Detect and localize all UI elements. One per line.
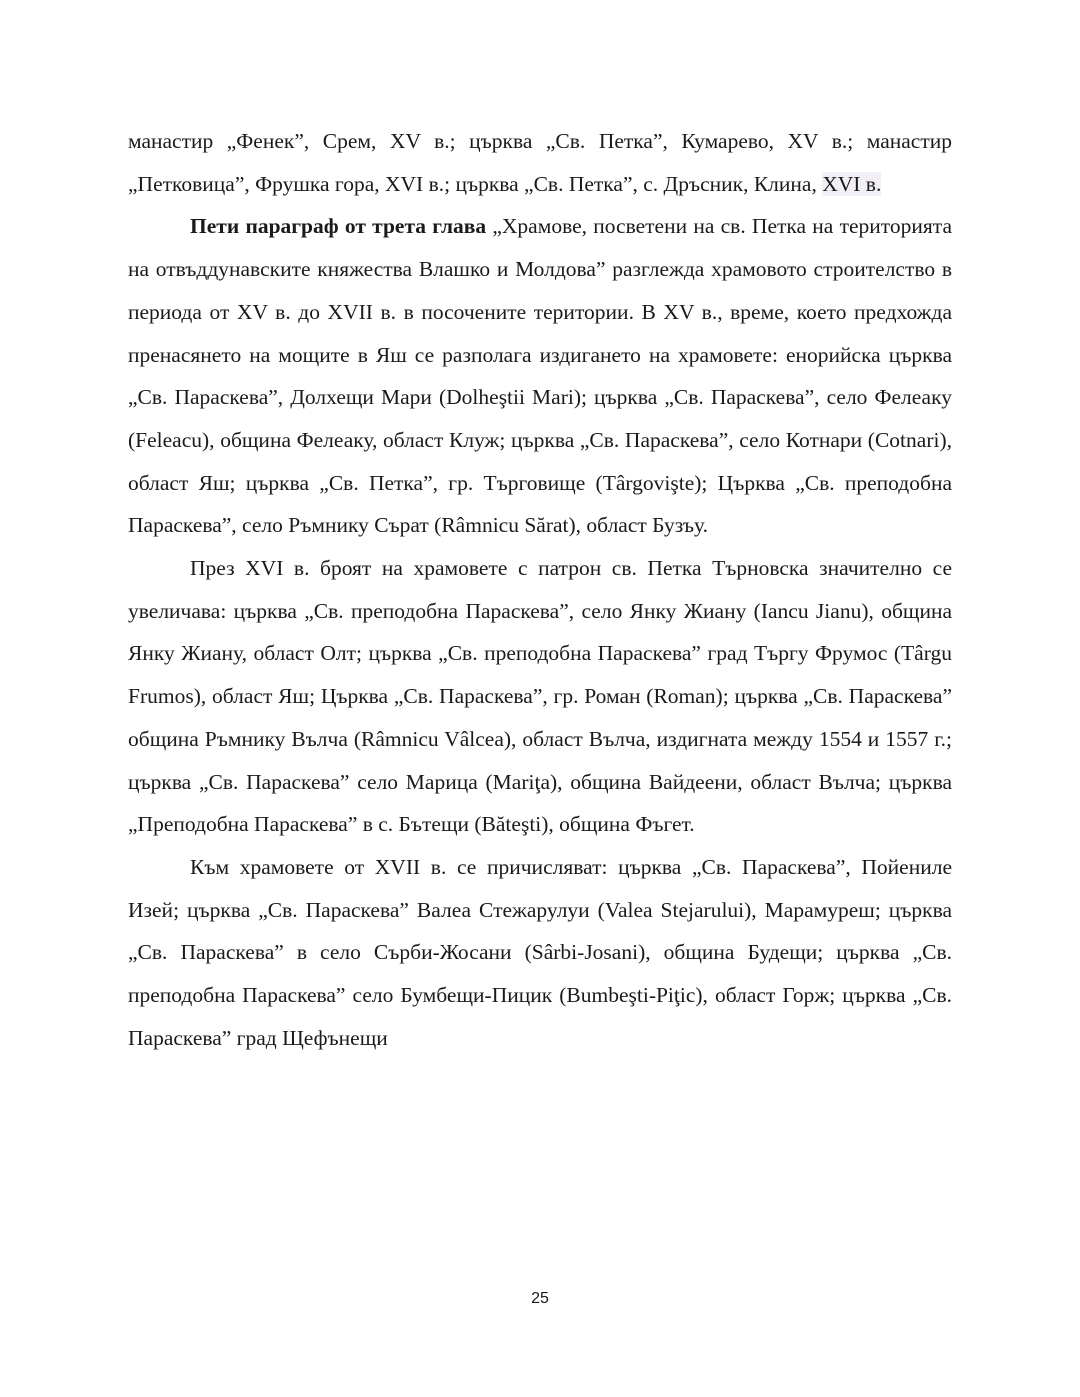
paragraph-text: „Храмове, посветени на св. Петка на територията на отвъддунавските княжества Влашко и Молдова” разглежда храмовото строителство в периода от XV в. до XVII в. в посочените територии. В XV в., време, което предхожда пренасянето на мощите в Яш се разполага издигането на храмовете: енорийска църква „Св. Параскева”, Долхещи Мари (Dolheştii Mari); църква „Св. Параскева”, село Фелеаку (Feleacu), община Фелеаку, област Клуж; църква „Св. Параскева”, село Котнари (Cotnari), област Яш; църква „Св. Петка”, гр. Търговище (Târgovişte); Църква „Св. преподобна Параскева”, село Ръмнику Сърат (Râmnicu Sărat), област Бузъу.: [128, 214, 952, 538]
page-number: 25: [531, 1290, 549, 1307]
paragraph-seventeenth-century: [128, 846, 952, 1060]
bold-lead-heading: Пети параграф от трета глава: [190, 214, 487, 239]
paragraph-text: През XVI в. броят на храмовете с патрон св. Петка Търновска значително се увеличава: църква „Св. преподобна Параскева”, село Янку Жиану (Iancu Jianu), община Янку Жиану, област Олт; църква „Св. преподобна Параскева” град Търгу Фрумос (Târgu Frumos), област Яш; Църква „Св. Параскева”, гр. Роман (Roman); църква „Св. Параскева” община Ръмнику Вълча (Râmnicu Vâlcea), област Вълча, издигната между 1554 и 1557 г.; църква „Св. Параскева” село Марица (Mariţa), община Вайдеени, област Вълча; църква „Преподобна Параскева” в с. Бътещи (Băteşti), община Фъгет.: [128, 556, 952, 837]
paragraph-text: Към храмовете от XVII в. се причисляват: църква „Св. Параскева”, Пойениле Изей; църква „Св. Параскева” Валеа Стежарулуи (Valea Stejarului), Марамуреш; църква „Св. Параскева” в село Сърби-Жосани (Sârbi-Josani), община Будещи; църква „Св. преподобна Параскева” село Бумбещи-Пицик (Bumbeşti-Piţic), област Горж; църква „Св. Параскева” град Щефънещи: [128, 854, 952, 1050]
document-page: [128, 120, 952, 1059]
paragraph-continuation: [128, 120, 952, 205]
paragraph-section-five: [128, 205, 952, 547]
highlighted-text: XVI в.: [822, 171, 882, 196]
paragraph-text: манастир „Фенек”, Срем, XV в.; църква „Св. Петка”, Кумарево, XV в.; манастир „Петковица”, Фрушка гора, XVI в.; църква „Св. Петка”, с. Дръсник, Клина,: [128, 129, 952, 196]
paragraph-sixteenth-century: [128, 547, 952, 846]
